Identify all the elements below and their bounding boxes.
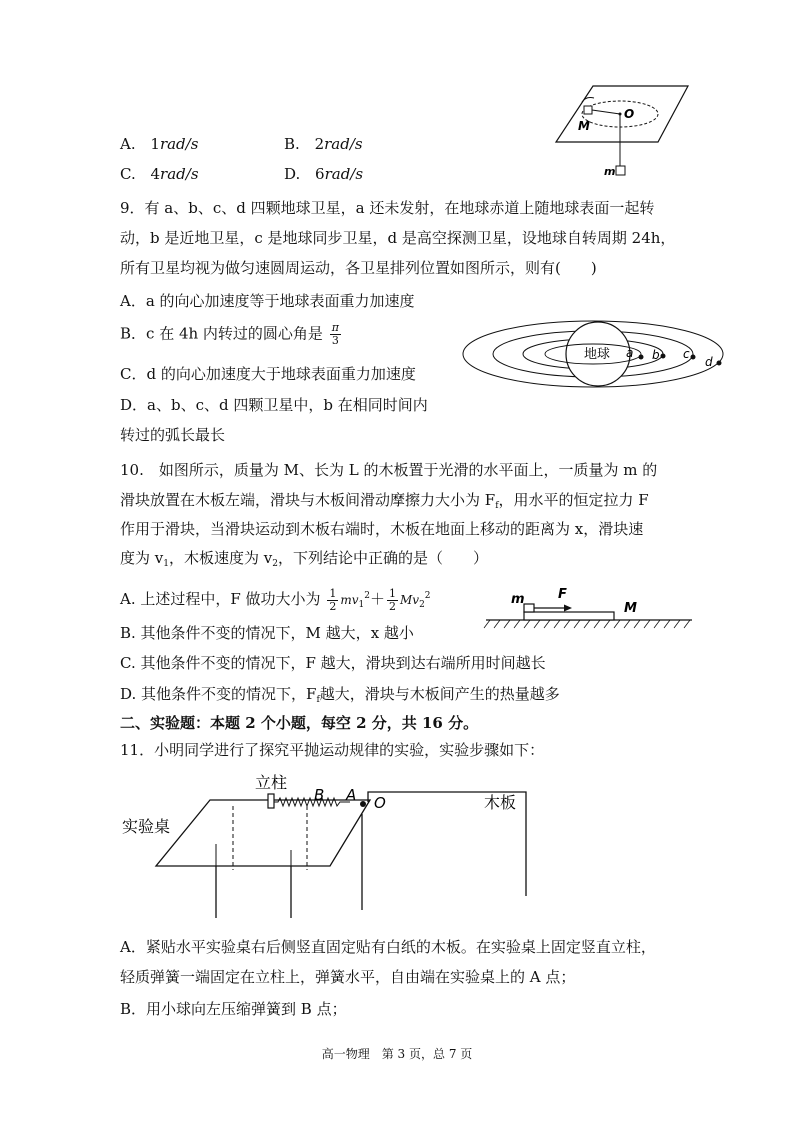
q10-stem-line3: 作用于滑块，当滑块运动到木板右端时，木板在地面上移动的距离为 x，滑块速 [120,520,644,538]
q10-label-M: M [624,601,637,616]
q10-stem-line2: 滑块放置在木板左端，滑块与木板间滑动摩擦力大小为 $F_f$，用水平的恒定拉力 F [120,491,649,511]
q9-label-c: c [683,347,690,361]
q9-option-d-line1: D．a、b、c、d 四颗卫星中，b 在相同时间内 [120,396,428,414]
q11-table-top [156,800,370,866]
q9-satellite-orbits-figure [448,318,728,398]
q11-label-table: 实验桌 [122,817,171,836]
q8-option-d: D. 6rad/s [284,165,364,183]
q11-label-A: A [346,786,357,804]
q9-stem-line1: 9．有 a、b、c、d 四颗地球卫星，a 还未发射，在地球赤道上随地球表面一起转 [120,199,655,217]
q9-stem-line2: 动，b 是近地卫星，c 是地球同步卫星，d 是高空探测卫星，设地球自转周期 24h， [120,229,676,247]
q10-board [524,612,614,620]
q9-earth-label: 地球 [584,347,611,362]
q11-step-a-line2: 轻质弹簧一端固定在立柱上，弹簧水平，自由端在实验桌上的 A 点； [120,968,576,986]
q10-force-arrowhead [564,605,572,612]
q11-label-pillar: 立柱 [255,773,288,792]
q9-satellite-c [691,355,696,360]
q11-intro: 11．小明同学进行了探究平抛运动规律的实验，实验步骤如下： [120,741,545,759]
q10-stem-line4: 度为 $v_1$，木板速度为 $v_2$，下列结论中正确的是（ ） [120,549,488,569]
q11-apparatus-figure [118,770,538,930]
q9-option-a: A．a 的向心加速度等于地球表面重力加速度 [120,292,415,310]
page-footer: 高一物理 第 3 页，总 7 页 [321,1047,473,1061]
q11-spring [274,798,350,806]
q9-option-c: C．d 的向心加速度大于地球表面重力加速度 [120,365,416,383]
section-2-heading: 二、实验题：本题 2 个小题，每空 2 分，共 16 分。 [120,714,479,732]
q9-satellite-a [639,355,644,360]
q11-step-b: B．用小球向左压缩弹簧到 B 点； [120,1000,347,1018]
q8-rotating-table-figure [548,80,693,180]
q10-option-c: C. 其他条件不变的情况下，F 越大，滑块到达右端所用时间越长 [120,654,546,672]
q8-block-m-small [616,166,625,175]
q9-label-b: b [652,348,660,362]
q9-label-d: d [705,355,713,369]
q11-step-a-line1: A．紧贴水平实验桌右后侧竖直固定贴有白纸的木板。在实验桌上固定竖直立柱， [120,938,656,956]
q8-option-a: A. 1rad/s [120,135,199,153]
q10-stem-line1: 10. 如图所示，质量为 M、长为 L 的木板置于光滑的水平面上，一质量为 m 的 [120,461,658,479]
q8-option-c: C. 4rad/s [120,165,199,183]
q9-satellite-b [661,354,666,359]
q10-slider-block [524,604,534,612]
q10-label-m: m [511,592,525,607]
q8-option-b: B. 2rad/s [284,135,363,153]
q8-label-M: M [578,119,590,133]
q9-fraction-pi-over-3: $\frac{\pi}{3}$ [331,321,339,347]
q8-table-surface [556,86,688,142]
q10-block-board-figure [484,584,696,632]
q10-ground-hatch [484,620,690,628]
q8-label-m: m [604,165,616,178]
q9-stem-line3: 所有卫星均视为做匀速圆周运动，各卫星排列位置如图所示，则有( ) [120,259,597,277]
q8-rotation-arrow [582,98,594,103]
q11-label-O: O [374,794,386,812]
q9-label-a: a [626,346,634,360]
q10-option-b: B. 其他条件不变的情况下，M 越大，x 越小 [120,624,414,642]
q9-option-d-line2: 转过的弧长最长 [120,426,226,444]
q11-ball [360,801,366,807]
q10-option-d: D. 其他条件不变的情况下，$F_f$越大，滑块与木板间产生的热量越多 [120,685,560,705]
q9-option-b: B．c 在 4h 内转过的圆心角是 $\frac{\pi}{3}$ [120,321,339,347]
q11-label-board: 木板 [484,793,517,812]
q8-string-horizontal [592,110,620,114]
q10-label-F: F [558,587,567,602]
q9-satellite-d [717,361,722,366]
q11-pillar [268,794,274,808]
q11-label-B: B [314,786,325,804]
q8-label-O: O [624,107,635,121]
q8-block-m-big [584,106,592,114]
q10-option-a: A. 上述过程中，F 做功大小为 $\frac{1}{2}$ $mv_1^2+$ $\frac{1}{2}$ $Mv_2^2$ [120,586,431,613]
